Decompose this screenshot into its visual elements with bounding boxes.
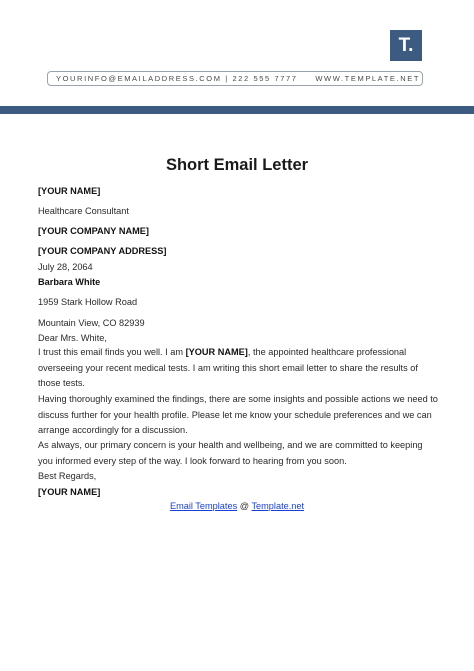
footer-separator: @ xyxy=(239,501,250,511)
letter-date: July 28, 2064 xyxy=(38,262,93,272)
header-divider-band xyxy=(0,106,474,114)
template-net-link[interactable]: Template.net xyxy=(251,501,305,511)
sender-name: [YOUR NAME] xyxy=(38,186,101,196)
recipient-name: Barbara White xyxy=(38,277,101,287)
body-paragraph-3: As always, our primary concern is your health and wellbeing, and we are committed to keeping you informed every step of the way. I look forward to hearing from you soon. xyxy=(38,440,423,466)
template-logo: T. xyxy=(390,30,422,61)
signature-name: [YOUR NAME] xyxy=(38,487,101,497)
para1-text-start: I trust this email finds you well. I am xyxy=(38,347,186,357)
contact-email-phone: YOURINFO@EMAILADDRESS.COM | 222 555 7777 xyxy=(56,74,298,83)
para1-text-end: , the appointed healthcare professional overseeing your recent medical tests. I am writing this short email letter to share the results of those tests. xyxy=(38,347,418,388)
para1-name: [YOUR NAME] xyxy=(185,347,248,357)
body-paragraph-1 xyxy=(38,345,438,392)
contact-website: WWW.TEMPLATE.NET xyxy=(315,74,420,83)
footer xyxy=(0,501,474,511)
recipient-city: Mountain View, CO 82939 xyxy=(38,318,145,328)
closing: Best Regards, xyxy=(38,471,97,481)
sender-role: Healthcare Consultant xyxy=(38,206,129,216)
page-title: Short Email Letter xyxy=(165,156,309,174)
email-templates-link[interactable]: Email Templates xyxy=(169,501,238,511)
salutation: Dear Mrs. White, xyxy=(38,333,107,343)
company-name: [YOUR COMPANY NAME] xyxy=(38,226,149,236)
recipient-street: 1959 Stark Hollow Road xyxy=(38,297,138,307)
company-address: [YOUR COMPANY ADDRESS] xyxy=(38,246,167,256)
contact-bar xyxy=(47,71,423,86)
body-paragraph-2: Having thoroughly examined the findings, there are some insights and possible actions we need to discuss further for your health profile. Please let me know your schedule preferences and we can arrange accordingly for a discussion. xyxy=(38,394,438,435)
